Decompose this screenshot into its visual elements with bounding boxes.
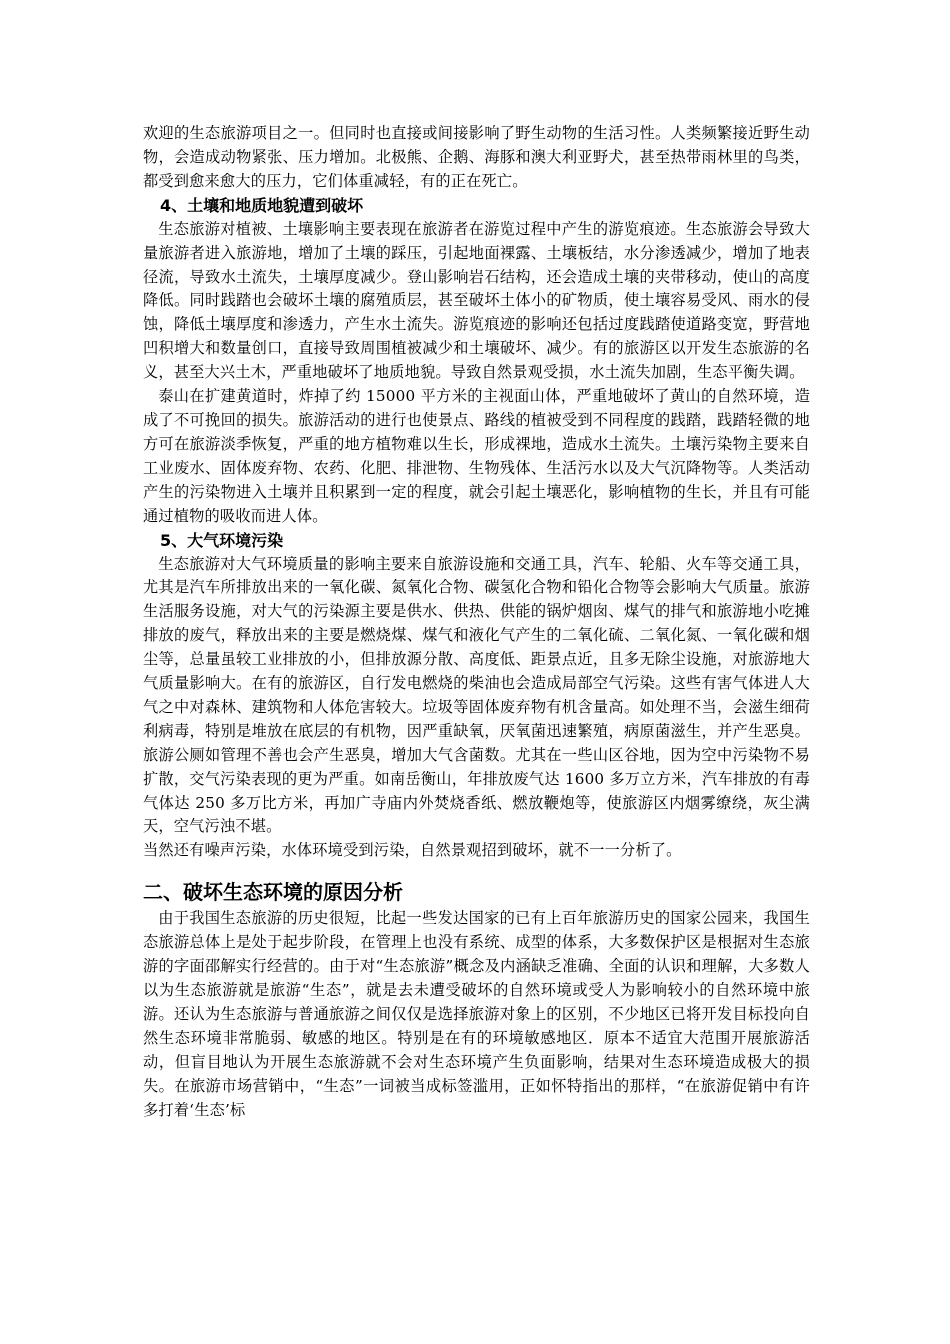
- paragraph-air-impact: 生态旅游对大气环境质量的影响主要来自旅游设施和交通工具，汽车、轮船、火车等交通工具，尤其是汽车所排放出来的一氧化碳、氮氧化合物、碳氢化合物和铅化合物等会影响大气质量。旅游生活服务设施，对大气的污染源主要是供水、供热、供能的锅炉烟囱、煤气的排气和旅游地小吃摊排放的废气，释放出来的主要是燃烧煤、煤气和液化气产生的二氧化硫、二氧化氮、一氧化碳和烟尘等，总量虽较工业排放的小，但排放源分散、高度低、距景点近，且多无除尘设施，对旅游地大气质量影响大。在有的旅游区，自行发电燃烧的柴油也会造成局部空气污染。这些有害气体进人大气之中对森林、建筑物和人体危害较大。垃圾等固体废弃物有机含量高。如处理不当，会滋生细荷利病毒，特别是堆放在底层的有机物，因严重缺氧，厌氧菌迅速繁殖，病原菌滋生，并产生恶臭。旅游公厕如管理不善也会产生恶臭，增加大气含菌数。尤其在一些山区谷地，因为空中污染物不易扩散，交气污染表现的更为严重。如南岳衡山，年排放废气达 1600 多万立方米，汽车排放的有毒气体达 250 多万比方米，再加广寺庙内外焚烧香纸、燃放鞭炮等，使旅游区内烟雾缭绕，灰尘满天，空气污浊不堪。: [143, 554, 810, 836]
- heading-air-pollution: 5、大气环境污染: [160, 530, 284, 550]
- document-page: [143, 122, 810, 1122]
- heading-soil-geology: 4、土壤和地质地貌遭到破坏: [160, 195, 364, 215]
- paragraph-wildlife-intro: 欢迎的生态旅游项目之一。但同时也直接或间接影响了野生动物的生活习性。人类频繁接近野生动物，会造成动物紧张、压力增加。北极熊、企鹅、海豚和澳大利亚野犬，甚至热带雨林里的鸟类，都受到愈来愈大的压力，它们体重减轻，有的正在死亡。: [143, 124, 810, 190]
- paragraph-soil-impact: 生态旅游对植被、土壤影响主要表现在旅游者在游览过程中产生的游览痕迹。生态旅游会导致大量旅游者进入旅游地，增加了土壤的踩压，引起地面裸露、土壤板结，水分渗透减少，增加了地表径流，导致水土流失，土壤厚度减少。登山影响岩石结构，还会造成土壤的夹带移动，使山的高度降低。同时践踏也会破坏土壤的腐殖质层，甚至破坏土体小的矿物质，使土壤容易受风、雨水的侵蚀，降低土壤厚度和渗透力，产生水土流失。游览痕迹的影响还包括过度践踏使道路变宽，野营地凹积增大和数量创口，直接导致周围植被减少和土壤破坏、减少。有的旅游区以开发生态旅游的名义，甚至大兴土木，严重地破坏了地质地貌。导致自然景观受损，水土流失加剧，生态平衡失调。: [143, 219, 810, 382]
- paragraph-taishan-example: 泰山在扩建黄道时，炸掉了约 15000 平方米的主视面山体，严重地破坏了黄山的自然环境，造成了不可挽回的损失。旅游活动的进行也使景点、路线的植被受到不同程度的践踏，践踏轻微的地方可在旅游淡季恢复，严重的地方植物难以生长，形成裸地，造成水土流失。土壤污染物主要来自工业废水、固体废弃物、农药、化肥、排泄物、生物残体、生活污水以及大气沉降物等。人类活动产生的污染物进入土壤并且积累到一定的程度，就会引起土壤恶化，影响植物的生长，并且有可能通过植物的吸收而进人体。: [143, 387, 810, 525]
- heading-section-causes: 二、破坏生态环境的原因分析: [143, 880, 403, 905]
- paragraph-other-pollution: 当然还有噪声污染，水体环境受到污染，自然景观招到破坏，就不一一分析了。: [143, 841, 682, 860]
- paragraph-cause-analysis: 由于我国生态旅游的历史很短，比起一些发达国家的已有上百年旅游历史的国家公园来，我国生态旅游总体上是处于起步阶段，在管理上也没有系统、成型的体系，大多数保护区是根据对生态旅游的字面邵解实行经营的。由于对“生态旅游”概念及内涵缺乏准确、全面的认识和理解，大多数人以为生态旅游就是旅游“生态”，就是去未遭受破坏的自然环境或受人为影响较小的自然环境中旅游。还认为生态旅游与普通旅游之间仅仅是选择旅游对象上的区别，不少地区已将开发目标投向自然生态环境非常脆弱、敏感的地区。特别是在有的环境敏感地区．原本不适宜大范围开展旅游活动，但盲目地认为开展生态旅游就不会对生态环境产生负面影响，结果对生态环境造成极大的损失。在旅游市场营销中，“生态”一词被当成标签滥用，正如怀特指出的那样，“在旅游促销中有许多打着‘生态’标: [143, 909, 810, 1119]
